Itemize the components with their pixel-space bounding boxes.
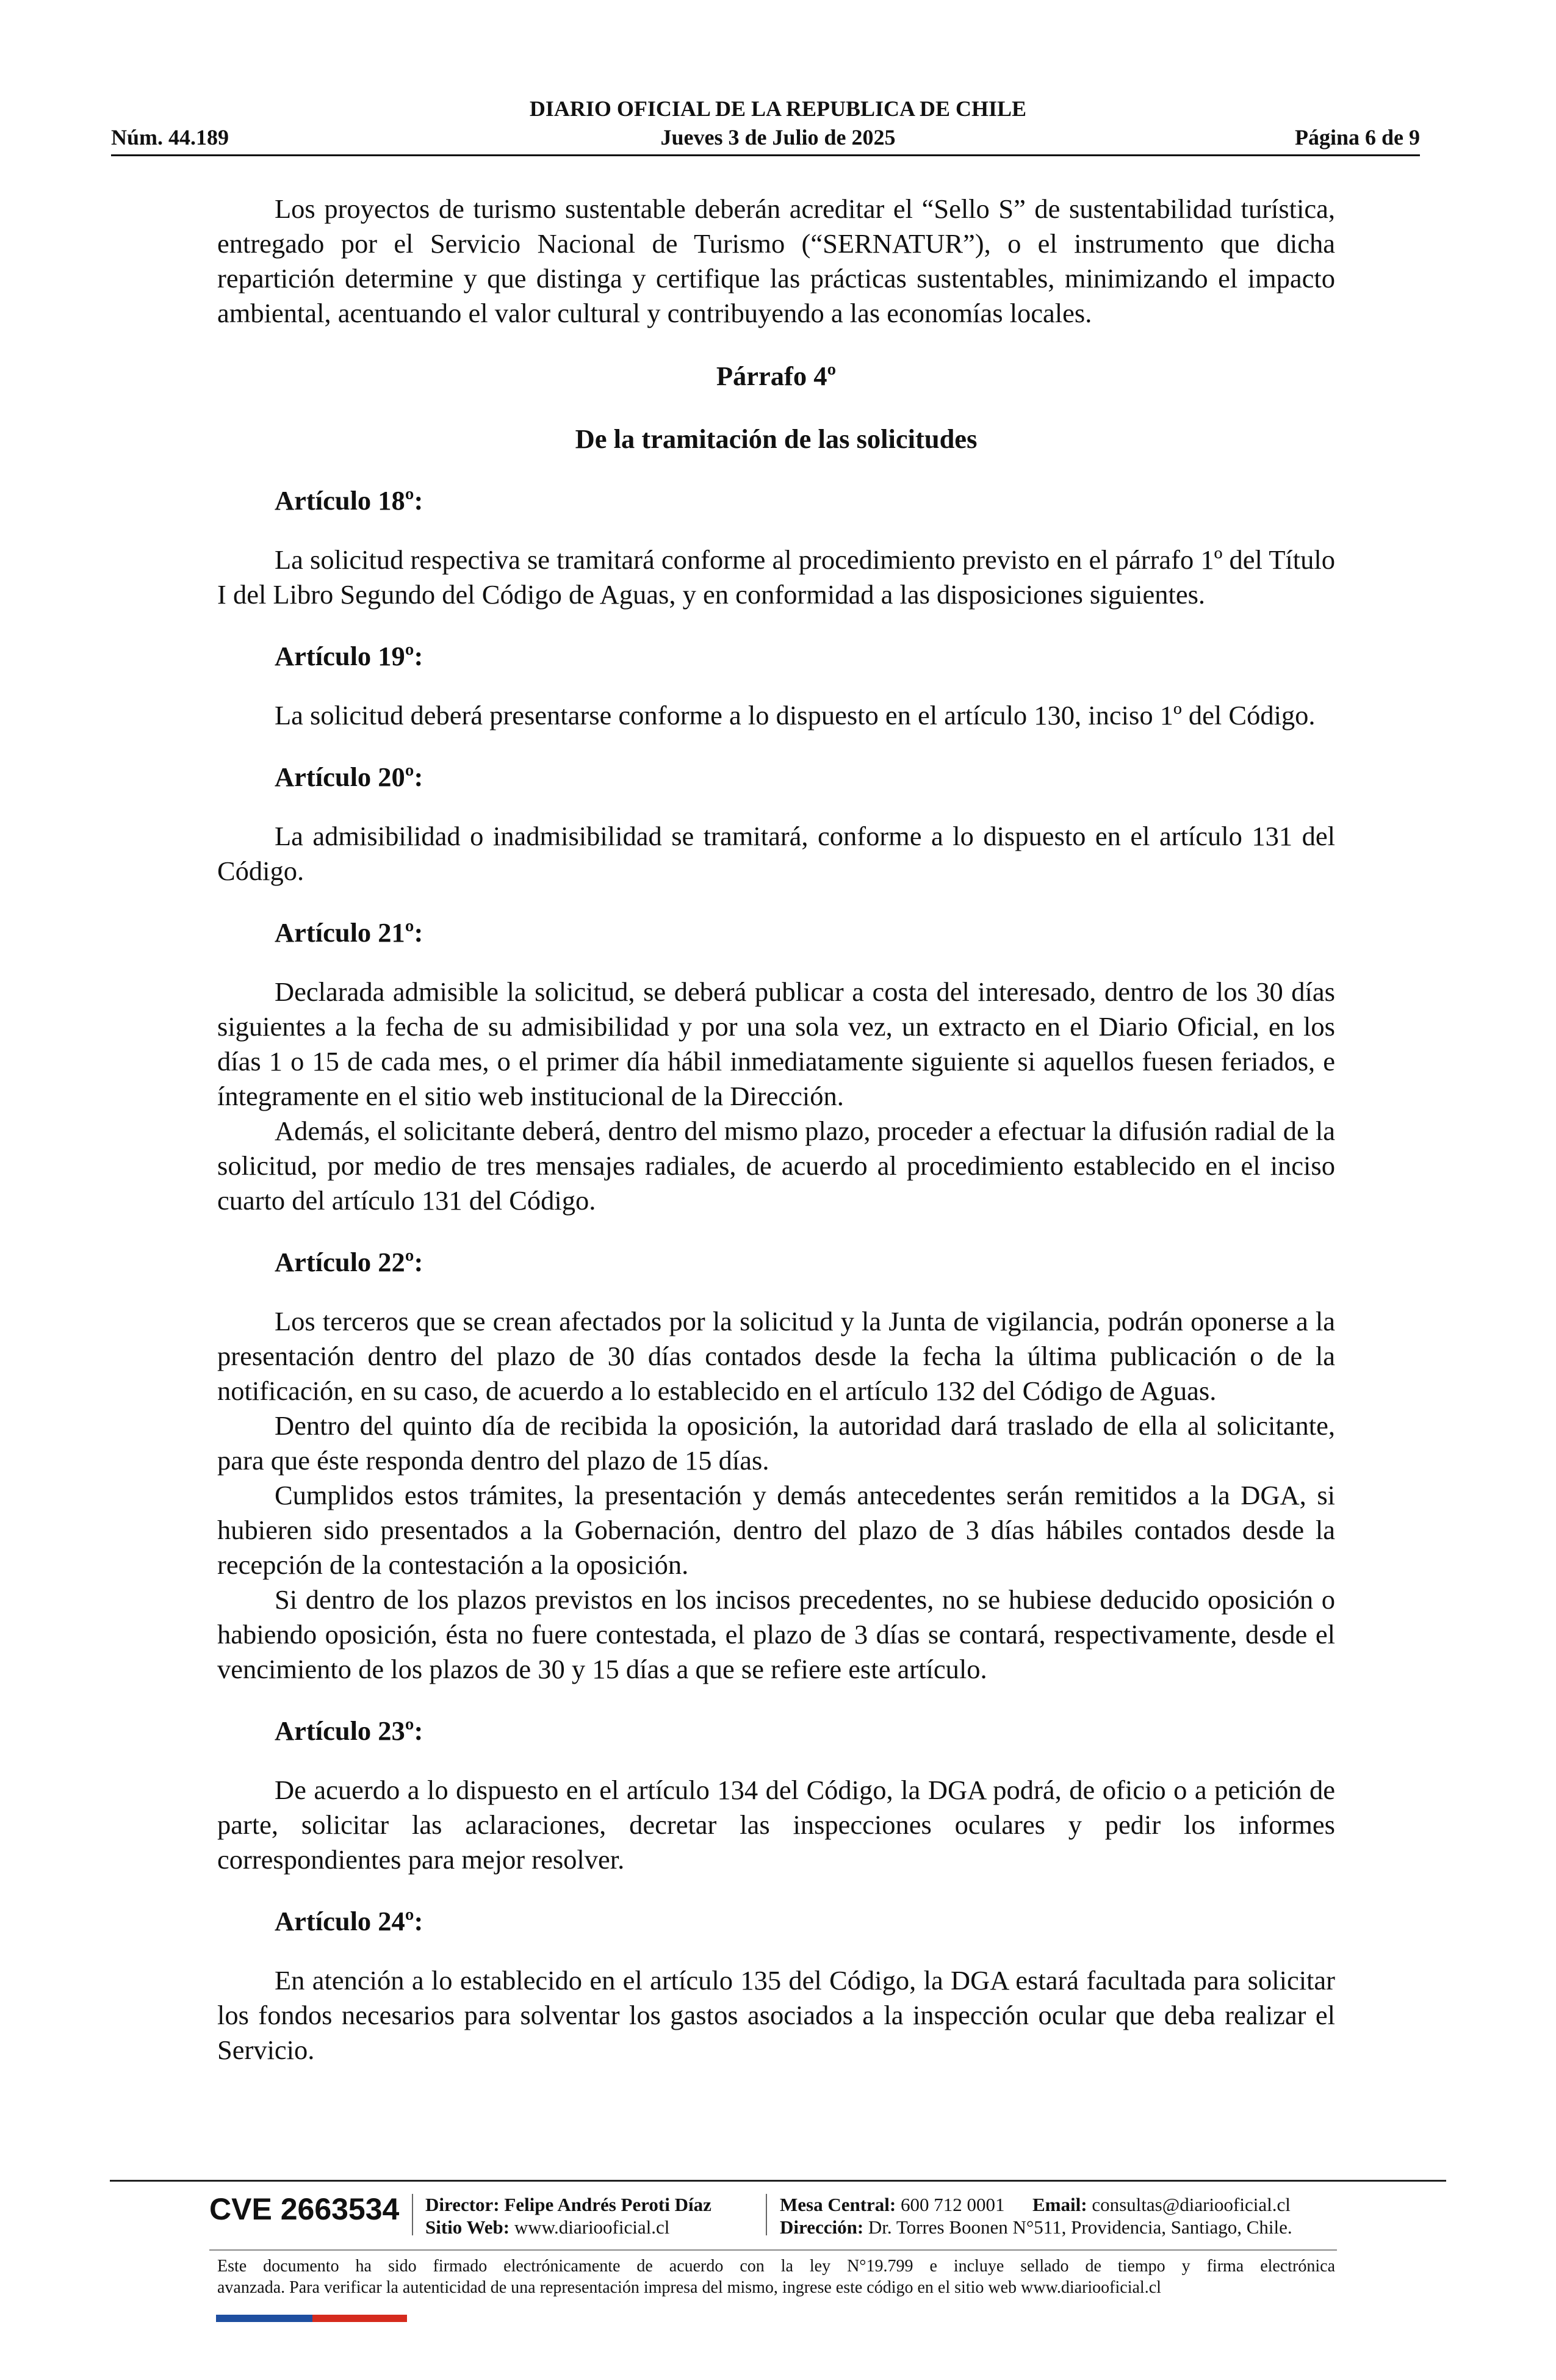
- director-name: Felipe Andrés Peroti Díaz: [504, 2194, 711, 2215]
- article-title: Artículo 21º:: [275, 917, 423, 948]
- article-paragraph: La solicitud deberá presentarse conforme a lo dispuesto en el artículo 130, inciso 1º del Código.: [275, 700, 1316, 730]
- footer-contact-block: [780, 2193, 1292, 2238]
- article-title: Artículo 23º:: [275, 1715, 423, 1746]
- article-paragraph: Dentro del quinto día de recibida la oposición, la autoridad dará traslado de ella al solicitante, para que éste responda dentro del plazo de 15 días.: [217, 1410, 1335, 1476]
- section-subheading: De la tramitación de las solicitudes: [575, 424, 978, 454]
- article-title: Artículo 22º:: [275, 1247, 423, 1277]
- flag-stripe-blue: [216, 2315, 312, 2322]
- address-label: Dirección:: [780, 2216, 864, 2238]
- website-label: Sitio Web:: [425, 2216, 510, 2238]
- section-heading: Párrafo 4º: [716, 361, 837, 391]
- article-title: Artículo 24º:: [275, 1906, 423, 1936]
- article-title: Artículo 18º:: [275, 485, 423, 516]
- article-title: Artículo 20º:: [275, 762, 423, 792]
- footer-separator: [766, 2194, 767, 2235]
- footer-divider: [110, 2180, 1446, 2182]
- legal-notice-line-2: avanzada. Para verificar la autenticidad de una representación impresa del mismo, ingrese este código en el sitio web www.diariooficial.cl: [217, 2278, 1161, 2297]
- footer-separator: [412, 2194, 413, 2235]
- website-link[interactable]: www.diariooficial.cl: [514, 2216, 670, 2238]
- director-label: Director:: [425, 2194, 500, 2215]
- article-paragraph: Si dentro de los plazos previstos en los incisos precedentes, no se hubiese deducido oposición o habiendo oposición, ésta no fuere contestada, el plazo de 3 días se contará, respectivamente, desde el vencimiento de los plazos de 30 y 15 días a que se refiere este artículo.: [217, 1584, 1335, 1684]
- article-paragraph: Además, el solicitante deberá, dentro del mismo plazo, proceder a efectuar la difusión radial de la solicitud, por medio de tres mensajes radiales, de acuerdo al procedimiento establecido en el inciso cuarto del artículo 131 del Código.: [217, 1116, 1335, 1216]
- article-paragraph: Los terceros que se crean afectados por la solicitud y la Junta de vigilancia, podrán oponerse a la presentación dentro del plazo de 30 días contados desde la fecha la última publicación o de la notificación, en su caso, de acuerdo a lo establecido en el artículo 132 del Código de Aguas.: [217, 1306, 1335, 1406]
- article-paragraph: La solicitud respectiva se tramitará conforme al procedimiento previsto en el párrafo 1º del Título I del Libro Segundo del Código de Aguas, y en conformidad a las disposiciones siguientes.: [217, 544, 1335, 610]
- email-link[interactable]: consultas@diariooficial.cl: [1092, 2194, 1291, 2215]
- article-paragraph: Declarada admisible la solicitud, se deberá publicar a costa del interesado, dentro de los 30 días siguientes a la fecha de su admisibilidad y por una sola vez, un extracto en el Diario Oficial, en los días 1 o 15 de cada mes, o el primer día hábil inmediatamente siguiente si aquellos fuesen feriados, e íntegramente en el sitio web institucional de la Dirección.: [217, 976, 1335, 1111]
- article-paragraph: La admisibilidad o inadmisibilidad se tramitará, conforme a lo dispuesto en el artículo 131 del Código.: [217, 821, 1335, 886]
- intro-paragraph: Los proyectos de turismo sustentable deberán acreditar el “Sello S” de sustentabilidad turística, entregado por el Servicio Nacional de Turismo (“SERNATUR”), o el instrumento que dicha repartición determine y que distinga y certifique las prácticas sustentables, minimizando el impacto ambiental, acentuando el valor cultural y contribuyendo a las economías locales.: [217, 193, 1335, 328]
- cve-code: CVE 2663534: [209, 2192, 400, 2226]
- publication-title: DIARIO OFICIAL DE LA REPUBLICA DE CHILE: [529, 96, 1027, 121]
- email-label: Email:: [1032, 2194, 1087, 2215]
- article-title: Artículo 19º:: [275, 641, 423, 671]
- legal-notice-line-1: Este documento ha sido firmado electrónicamente de acuerdo con la ley N°19.799 e incluye sellado de tiempo y firma electrónica: [217, 2257, 1335, 2276]
- address-value: Dr. Torres Boonen N°511, Providencia, Santiago, Chile.: [868, 2216, 1292, 2238]
- header-divider: [111, 154, 1420, 156]
- mesa-label: Mesa Central:: [780, 2194, 896, 2215]
- mesa-phone: 600 712 0001: [901, 2194, 1005, 2215]
- article-paragraph: En atención a lo establecido en el artículo 135 del Código, la DGA estará facultada para solicitar los fondos necesarios para solventar los gastos asociados a la inspección ocular que deba realizar el Servicio.: [217, 1965, 1335, 2065]
- article-paragraph: Cumplidos estos trámites, la presentación y demás antecedentes serán remitidos a la DGA, si hubieren sido presentados a la Gobernación, dentro del plazo de 3 días hábiles contados desde la recepción de la contestación a la oposición.: [217, 1480, 1335, 1580]
- publication-date: Jueves 3 de Julio de 2025: [660, 125, 896, 150]
- footer-director-block: [425, 2193, 711, 2238]
- footer-inner-divider: [209, 2249, 1337, 2251]
- flag-stripe-red: [312, 2315, 407, 2322]
- article-paragraph: De acuerdo a lo dispuesto en el artículo 134 del Código, la DGA podrá, de oficio o a petición de parte, solicitar las aclaraciones, decretar las inspecciones oculares y pedir los informes correspondientes para mejor resolver.: [217, 1775, 1335, 1875]
- issue-number: Núm. 44.189: [111, 125, 229, 150]
- page-number: Página 6 de 9: [1294, 125, 1420, 150]
- document-body: [217, 192, 1335, 2068]
